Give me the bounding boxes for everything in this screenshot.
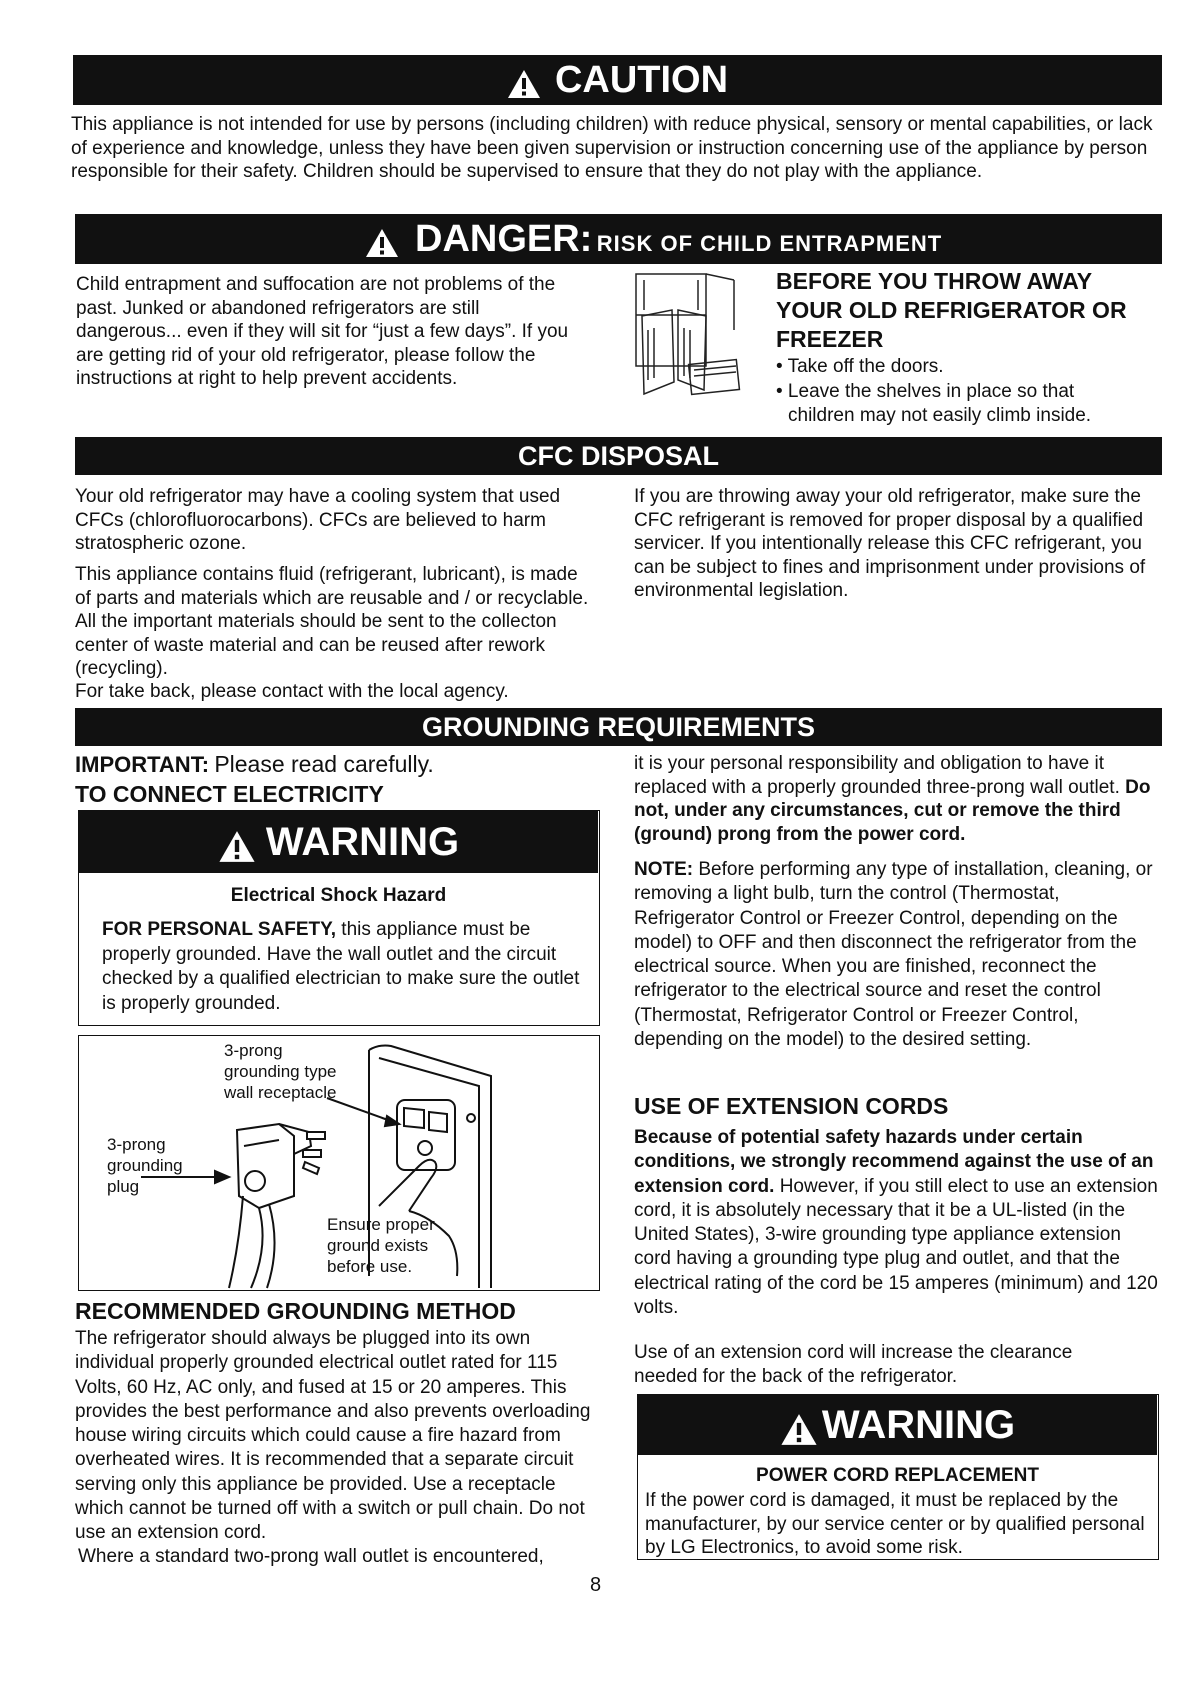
connect-heading: TO CONNECT ELECTRICITY <box>75 781 384 807</box>
clearance-text: Use of an extension cord will increase the clearance needed for the back of the refrigerator. <box>634 1342 1073 1388</box>
cfc-left-p3: For take back, please contact with the local agency. <box>75 681 509 702</box>
caution-banner <box>73 55 1162 105</box>
note-text: Before performing any type of installation, cleaning, or removing a light bulb, turn the control (Thermostat, Refrigerator Control or Freezer Control, depending on the model) to OFF and then disconnect the refrigerator from the electrical source. When you are finished, reconnect the refrigerator to the electrical source and reset the control (Thermostat, Refrigerator Control or Freezer Control, depending on the model) to the desired setting. <box>634 859 1153 1051</box>
fig-label-ensure-3: before use. <box>327 1257 413 1276</box>
ext-heading: USE OF EXTENSION CORDS <box>634 1093 949 1119</box>
fig-label-ensure-1: Ensure proper <box>327 1215 435 1234</box>
warning-text: If the power cord is damaged, it must be replaced by the manufacturer, by our service center or by qualified personal by LG Electronics, to avoid some risk. <box>645 1490 1145 1558</box>
important-label: IMPORTANT: <box>75 752 210 777</box>
fig-label-plug-3: plug <box>107 1177 140 1196</box>
warning-subtitle: Electrical Shock Hazard <box>230 885 447 906</box>
warning-subtitle: POWER CORD REPLACEMENT <box>756 1465 1039 1486</box>
warning-text <box>102 918 587 1016</box>
warning-banner <box>638 1395 1157 1455</box>
grounding-banner <box>75 708 1162 746</box>
ext-bold: Because of potential safety hazards under certain conditions, we strongly recommend against the use of an extension cord. <box>634 1127 1154 1197</box>
method-text: The refrigerator should always be plugged into its own individual properly grounded electrical outlet rated for 115 Volts, 60 Hz, AC only, and fused at 15 or 20 amperes. This provides the best performance and also prevents overloading house wiring circuits which could cause a fire hazard from overheated wires. It is recommended that a separate circuit serving only this appliance be provided. Use a receptacle which cannot be turned off with a switch or pull chain. Do not use an extension cord. <box>75 1328 591 1544</box>
warning-triangle-icon <box>507 69 541 99</box>
right-p1-bold: Do not, under any circumstances, cut or remove the third (ground) prong from the power cord. <box>634 776 1151 845</box>
danger-title: DANGER: <box>415 218 593 260</box>
fig-label-plug-1: 3-prong <box>107 1135 166 1154</box>
fig-label-receptacle-1: 3-prong <box>224 1041 283 1060</box>
fig-label-receptacle-3: wall receptacle <box>224 1083 337 1102</box>
warning-bold-lead: FOR PERSONAL SAFETY, <box>102 919 337 940</box>
ext-paragraph <box>634 1126 1162 1320</box>
fig-label-ensure-2: ground exists <box>327 1236 429 1255</box>
ext-text: However, if you still elect to use an extension cord, it is absolutely necessary that it be a UL-listed (in the United States), 3-wire grounding type appliance extension cord having a grounding type plug and outlet, and that the electrical rating of the cord be 15 amperes (minimum) and 120 volts. <box>634 1175 1158 1319</box>
method-heading: RECOMMENDED GROUNDING METHOD <box>75 1298 516 1324</box>
cfc-left-p2: This appliance contains fluid (refrigerant, lubricant), is made of parts and materials which are reusable and / or recyclable. All the important materials should be sent to the collecton center of waste material and can be reused after rework (recycling). <box>75 564 589 679</box>
note-label: NOTE: <box>634 859 694 880</box>
warning-triangle-icon <box>365 228 399 258</box>
danger-banner <box>75 214 1162 264</box>
warning-title: WARNING <box>265 820 460 864</box>
fig-label-plug-2: grounding <box>107 1156 183 1175</box>
cfc-left-p1: Your old refrigerator may have a cooling system that used CFCs (chlorofluorocarbons). CFCs are believed to harm stratospheric ozone. <box>75 486 561 554</box>
warning-triangle-icon <box>780 1413 818 1446</box>
grounding-title: GROUNDING REQUIREMENTS <box>421 712 816 742</box>
before-bullet-2: • Leave the shelves in place so that children may not easily climb inside. <box>776 381 1092 426</box>
right-p1-text: it is your personal responsibility and obligation to have it replaced with a properly grounded three-prong wall outlet. <box>634 753 1120 798</box>
danger-subtitle: RISK OF CHILD ENTRAPMENT <box>596 231 943 256</box>
warning-triangle-icon <box>218 830 256 863</box>
right-p1 <box>634 752 1164 846</box>
important-line <box>75 750 595 781</box>
before-bullet-1: • Take off the doors. <box>776 356 944 377</box>
refrigerator-illustration <box>634 270 744 405</box>
warning-body: this appliance must be properly grounded. Have the wall outlet and the circuit checked by a qualified electrician to make sure the outlet is properly grounded. <box>102 919 580 1014</box>
page-number: 8 <box>589 1574 602 1596</box>
cfc-banner <box>75 437 1162 475</box>
warning-box-electrical <box>78 810 600 1026</box>
note-paragraph <box>634 858 1159 1052</box>
caution-title: CAUTION <box>554 59 729 101</box>
method-text-last: Where a standard two-prong wall outlet is encountered, <box>78 1546 544 1567</box>
caution-text: This appliance is not intended for use by persons (including children) with reduce physical, sensory or mental capabilities, or lack of experience and knowledge, unless they have been given supervision or instruction concerning use of the appliance by person responsible for their safety. Children should be supervised to ensure that they do not play with the appliance. <box>71 114 1153 182</box>
warning-box-power-cord <box>637 1394 1159 1560</box>
cfc-right-p1: If you are throwing away your old refrigerator, make sure the CFC refrigerant is removed for proper disposal by a qualified servicer. If you intentionally release this CFC refrigerant, you can be subject to fines and imprisonment under provisions of environmental legislation. <box>634 486 1146 601</box>
danger-text: Child entrapment and suffocation are not problems of the past. Junked or abandoned refrigerators are still dangerous... even if they will sit for “just a few days”. If you are getting rid of your old refrigerator, please follow the instructions at right to help prevent accidents. <box>76 274 569 389</box>
before-heading: BEFORE YOU THROW AWAY YOUR OLD REFRIGERATOR OR FREEZER <box>776 268 1127 352</box>
fig-label-receptacle-2: grounding type <box>224 1062 337 1081</box>
warning-title: WARNING <box>821 1403 1016 1447</box>
plug-and-outlet-illustration <box>79 1036 598 1289</box>
warning-banner <box>79 811 598 873</box>
important-text: Please read carefully. <box>214 751 434 777</box>
grounding-figure <box>78 1035 600 1291</box>
cfc-title: CFC DISPOSAL <box>517 441 719 471</box>
